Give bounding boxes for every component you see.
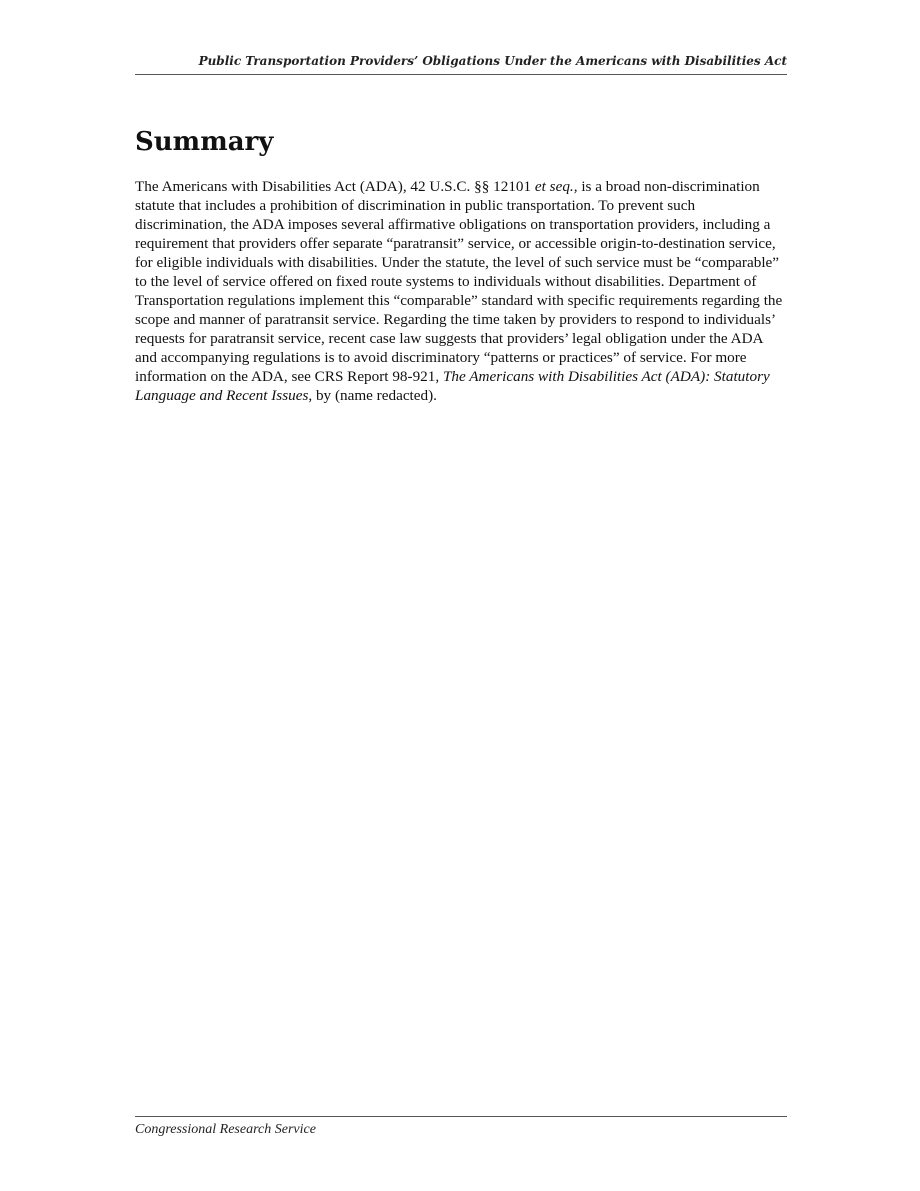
running-header-title: Public Transportation Providers’ Obligations Under the Americans with Disabilities Act (198, 54, 787, 68)
summary-paragraph (135, 177, 787, 405)
running-header (135, 52, 787, 75)
summary-text-part5: , by (name redacted). (308, 387, 437, 404)
summary-text-report-title: The Americans with Disabilities Act (ADA): Statutory Language and Recent Issues (135, 368, 770, 404)
summary-text-part1: The Americans with Disabilities Act (ADA), 42 U.S.C. §§ 12101 (135, 178, 535, 195)
section-title: Summary (135, 127, 274, 157)
footer-organization: Congressional Research Service (135, 1122, 316, 1137)
running-footer (135, 1116, 787, 1139)
summary-text-part3: , is a broad non-discrimination statute that includes a prohibition of discrimination in public transportation. To prevent such discrimination, the ADA imposes several affirmative obligations on transportation providers, including a requirement that providers offer separate “paratransit” service, or accessible origin-to-destination service, for eligible individuals with disabilities. Under the statute, the level of such service must be “comparable” to the level of service offered on fixed route systems to individuals without disabilities. Department of Transportation regulations implement this “comparable” standard with specific requirements regarding the scope and manner of paratransit service. Regarding the time taken by providers to respond to individuals’ requests for paratransit service, recent case law suggests that providers’ legal obligation under the ADA and accompanying regulations is to avoid discriminatory “patterns or practices” of service. For more information on the ADA, see CRS Report 98-921, (135, 178, 783, 385)
summary-text-et-seq: et seq. (534, 178, 574, 195)
